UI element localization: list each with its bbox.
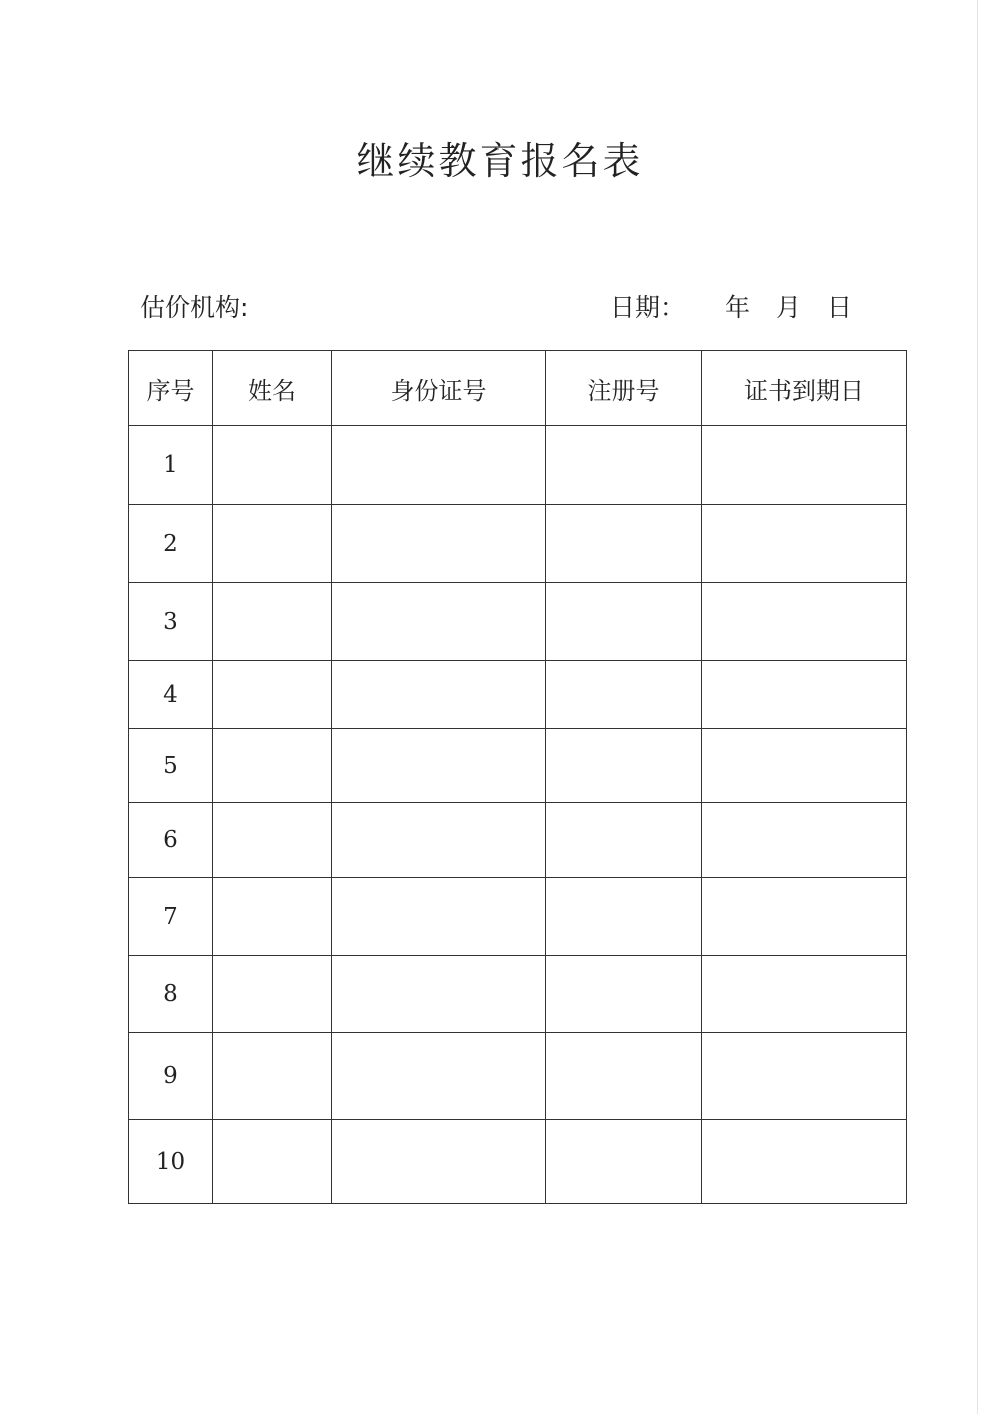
- registration-number-cell[interactable]: [546, 803, 702, 878]
- day-label: 日: [827, 293, 853, 322]
- registration-number-cell[interactable]: [546, 956, 702, 1033]
- row-number: 2: [129, 505, 213, 583]
- name-cell[interactable]: [213, 426, 332, 505]
- table-row: [129, 878, 907, 956]
- column-header-name: 姓名: [213, 351, 332, 426]
- id-number-cell[interactable]: [332, 1120, 546, 1204]
- registration-number-cell[interactable]: [546, 1120, 702, 1204]
- name-cell[interactable]: [213, 661, 332, 729]
- table-row: [129, 661, 907, 729]
- row-number: 1: [129, 426, 213, 505]
- certificate-expiry-cell[interactable]: [702, 1033, 907, 1120]
- column-header-id-number: 身份证号: [332, 351, 546, 426]
- registration-number-cell[interactable]: [546, 729, 702, 803]
- name-cell[interactable]: [213, 803, 332, 878]
- table-row: [129, 426, 907, 505]
- id-number-cell[interactable]: [332, 729, 546, 803]
- row-number: 3: [129, 583, 213, 661]
- table-row: [129, 803, 907, 878]
- table-row: [129, 729, 907, 803]
- row-number: 7: [129, 878, 213, 956]
- registration-number-cell[interactable]: [546, 1033, 702, 1120]
- id-number-cell[interactable]: [332, 426, 546, 505]
- registration-number-cell[interactable]: [546, 583, 702, 661]
- id-number-cell[interactable]: [332, 803, 546, 878]
- column-header-certificate-expiry: 证书到期日: [702, 351, 907, 426]
- certificate-expiry-cell[interactable]: [702, 583, 907, 661]
- name-cell[interactable]: [213, 956, 332, 1033]
- name-cell[interactable]: [213, 878, 332, 956]
- table-header-row: [129, 351, 907, 426]
- certificate-expiry-cell[interactable]: [702, 803, 907, 878]
- certificate-expiry-cell[interactable]: [702, 1120, 907, 1204]
- table-row: [129, 583, 907, 661]
- table-row: [129, 505, 907, 583]
- certificate-expiry-cell[interactable]: [702, 426, 907, 505]
- name-cell[interactable]: [213, 1120, 332, 1204]
- date-label: 日期：: [610, 293, 686, 322]
- certificate-expiry-cell[interactable]: [702, 729, 907, 803]
- id-number-cell[interactable]: [332, 878, 546, 956]
- certificate-expiry-cell[interactable]: [702, 661, 907, 729]
- certificate-expiry-cell[interactable]: [702, 878, 907, 956]
- row-number: 4: [129, 661, 213, 729]
- row-number: 5: [129, 729, 213, 803]
- certificate-expiry-cell[interactable]: [702, 956, 907, 1033]
- year-label: 年: [725, 293, 751, 322]
- column-header-registration-number: 注册号: [546, 351, 702, 426]
- table-row: [129, 1120, 907, 1204]
- table-row: [129, 1033, 907, 1120]
- table-row: [129, 956, 907, 1033]
- id-number-cell[interactable]: [332, 1033, 546, 1120]
- name-cell[interactable]: [213, 729, 332, 803]
- date-field: [610, 288, 852, 324]
- registration-number-cell[interactable]: [546, 426, 702, 505]
- row-number: 6: [129, 803, 213, 878]
- row-number: 10: [129, 1120, 213, 1204]
- row-number: 9: [129, 1033, 213, 1120]
- name-cell[interactable]: [213, 583, 332, 661]
- page-edge-line: [977, 0, 978, 1414]
- name-cell[interactable]: [213, 1033, 332, 1120]
- row-number: 8: [129, 956, 213, 1033]
- registration-number-cell[interactable]: [546, 505, 702, 583]
- id-number-cell[interactable]: [332, 661, 546, 729]
- certificate-expiry-cell[interactable]: [702, 505, 907, 583]
- id-number-cell[interactable]: [332, 505, 546, 583]
- id-number-cell[interactable]: [332, 583, 546, 661]
- column-header-number: 序号: [129, 351, 213, 426]
- form-title: 继续教育报名表: [356, 139, 644, 183]
- registration-table: [128, 350, 907, 1204]
- registration-number-cell[interactable]: [546, 878, 702, 956]
- id-number-cell[interactable]: [332, 956, 546, 1033]
- name-cell[interactable]: [213, 505, 332, 583]
- month-label: 月: [776, 293, 802, 322]
- agency-label: 估价机构:: [140, 293, 249, 322]
- registration-number-cell[interactable]: [546, 661, 702, 729]
